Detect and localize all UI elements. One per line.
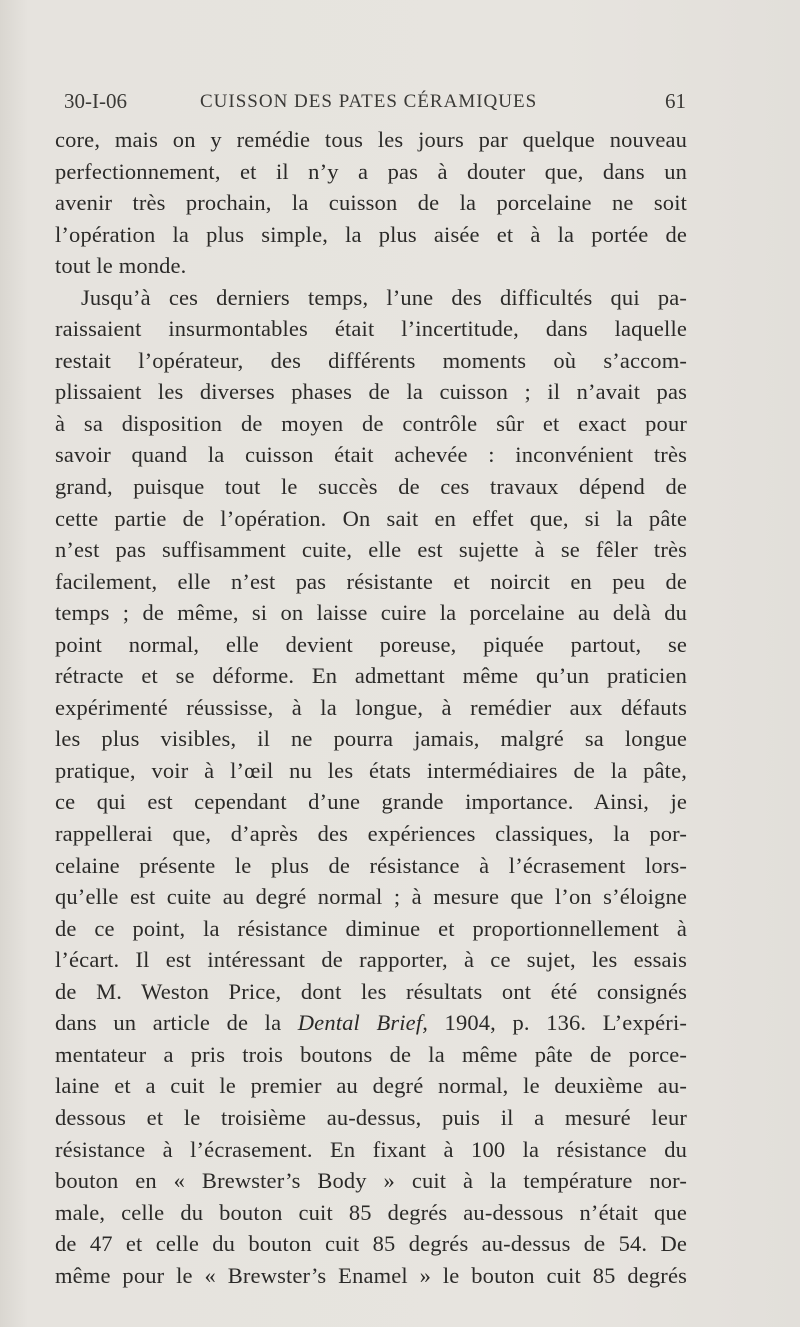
text-line: grand, puisque tout le succès de ces travaux dépend de xyxy=(55,474,687,500)
text-line: pratique, voir à l’œil nu les états intermédiaires de la pâte, xyxy=(55,757,687,783)
header-date-code: 30-I-06 xyxy=(64,89,127,113)
text-line: dessous et le troisième au-dessus, puis il a mesuré leur xyxy=(55,1104,687,1130)
text-line: résistance à l’écrasement. En fixant à 100 la résistance du xyxy=(55,1136,687,1162)
running-header xyxy=(64,89,690,117)
text-line: male, celle du bouton cuit 85 degrés au-dessous n’était que xyxy=(55,1199,687,1225)
text-line: raissaient insurmontables était l’incertitude, dans laquelle xyxy=(55,316,687,342)
text-line: avenir très prochain, la cuisson de la porcelaine ne soit xyxy=(55,190,687,216)
text-line: expérimenté réussisse, à la longue, à remédier aux défauts xyxy=(55,694,687,720)
text-line: restait l’opérateur, des différents moments où s’accom- xyxy=(55,347,687,373)
text-line: l’écart. Il est intéressant de rapporter, à ce sujet, les essais xyxy=(55,947,687,973)
citation-after: 1904, p. 136. L’expéri- xyxy=(428,1010,687,1036)
text-line-citation xyxy=(55,1007,687,1039)
text-line: de 47 et celle du bouton cuit 85 degrés au-dessus de 54. De xyxy=(55,1231,687,1257)
text-line: laine et a cuit le premier au degré normal, le deuxième au- xyxy=(55,1073,687,1099)
text-line: même pour le « Brewster’s Enamel » le bouton cuit 85 degrés xyxy=(55,1262,687,1288)
text-line: bouton en « Brewster’s Body » cuit à la température nor- xyxy=(55,1168,687,1194)
text-line: n’est pas suffisamment cuite, elle est sujette à se fêler très xyxy=(55,537,687,563)
text-line: rétracte et se déforme. En admettant même qu’un praticien xyxy=(55,663,687,689)
text-line: tout le monde. xyxy=(55,253,187,279)
text-line: core, mais on y remédie tous les jours par quelque nouveau xyxy=(55,127,687,152)
text-line: cette partie de l’opération. On sait en effet que, si la pâte xyxy=(55,505,687,531)
text-line: mentateur a pris trois boutons de la même pâte de porce- xyxy=(55,1041,687,1067)
text-line: Jusqu’à ces derniers temps, l’une des difficultés qui pa- xyxy=(81,284,687,310)
text-line: de M. Weston Price, dont les résultats ont été consignés xyxy=(55,978,687,1004)
text-line: point normal, elle devient poreuse, piquée partout, se xyxy=(55,631,687,657)
journal-title: Dental Brief, xyxy=(297,1010,428,1036)
text-line: perfectionnement, et il n’y a pas à douter que, dans un xyxy=(55,158,687,184)
text-line: facilement, elle n’est pas résistante et noircit en peu de xyxy=(55,568,687,594)
text-line: qu’elle est cuite au degré normal ; à mesure que l’on s’éloigne xyxy=(55,884,687,910)
text-line: à sa disposition de moyen de contrôle sûr et exact pour xyxy=(55,410,687,436)
text-line: celaine présente le plus de résistance à l’écrasement lors- xyxy=(55,852,687,878)
citation-before: dans un article de la xyxy=(55,1010,298,1036)
text-line: rappellerai que, d’après des expériences classiques, la por- xyxy=(55,821,687,847)
body-text xyxy=(55,124,687,1291)
page-number: 61 xyxy=(665,89,686,113)
text-line: ce qui est cependant d’une grande importance. Ainsi, je xyxy=(55,789,687,815)
header-title: CUISSON DES PATES CÉRAMIQUES xyxy=(200,91,538,112)
text-line: savoir quand la cuisson était achevée : inconvénient très xyxy=(55,442,687,468)
text-line: temps ; de même, si on laisse cuire la porcelaine au delà du xyxy=(55,600,687,626)
text-line: l’opération la plus simple, la plus aisée et à la portée de xyxy=(55,221,687,247)
text-line: plissaient les diverses phases de la cuisson ; il n’avait pas xyxy=(55,379,687,405)
text-line: de ce point, la résistance diminue et proportionnellement à xyxy=(55,915,687,941)
text-line: les plus visibles, il ne pourra jamais, malgré sa longue xyxy=(55,726,687,752)
